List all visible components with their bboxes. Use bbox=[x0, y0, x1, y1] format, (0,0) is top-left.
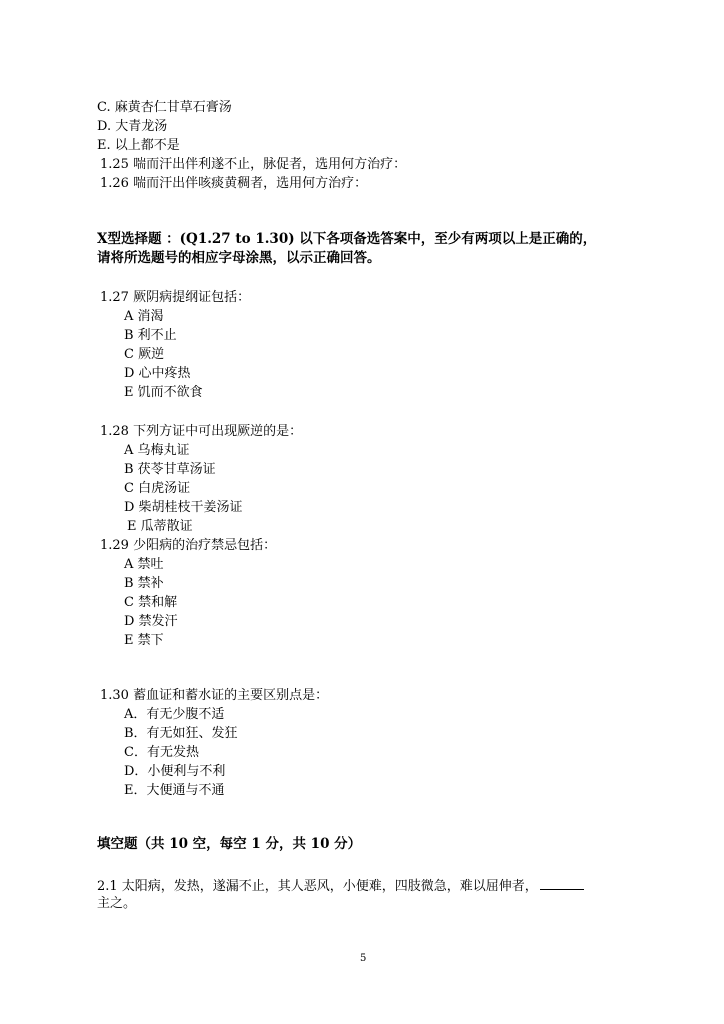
option-d: D. 大青龙汤 bbox=[97, 119, 168, 134]
q128-option-d: D 柴胡桂枝干姜汤证 bbox=[124, 500, 243, 515]
question-1-25: 1.25 喘而汗出伴利遂不止，脉促者，选用何方治疗： bbox=[100, 157, 407, 172]
option-c: C. 麻黄杏仁甘草石膏汤 bbox=[97, 100, 232, 115]
question-1-29-stem: 1.29 少阳病的治疗禁忌包括： bbox=[100, 538, 277, 553]
q129-option-e: E 禁下 bbox=[124, 633, 164, 648]
q128-option-e: E 瓜蒂散证 bbox=[127, 519, 193, 534]
page-number: 5 bbox=[360, 953, 367, 964]
question-1-27-stem: 1.27 厥阴病提纲证包括： bbox=[100, 290, 251, 305]
section-x-heading-line2: 请将所选题号的相应字母涂黑，以示正确回答。 bbox=[97, 250, 381, 266]
q128-option-a: A 乌梅丸证 bbox=[124, 443, 190, 458]
q130-option-a: A．有无少腹不适 bbox=[124, 707, 225, 722]
answer-blank[interactable] bbox=[540, 877, 584, 890]
question-2-1-line1 bbox=[97, 877, 584, 895]
q130-option-c: C．有无发热 bbox=[124, 745, 199, 760]
question-1-30-stem: 1.30 蓄血证和蓄水证的主要区别点是： bbox=[100, 688, 329, 703]
q130-option-b: B．有无如狂、发狂 bbox=[124, 726, 238, 741]
question-1-28-stem: 1.28 下列方证中可出现厥逆的是： bbox=[100, 424, 303, 439]
q127-option-e: E 饥而不欲食 bbox=[124, 385, 203, 400]
q127-option-a: A 消渴 bbox=[124, 309, 164, 324]
q127-option-c: C 厥逆 bbox=[124, 347, 165, 362]
q130-option-d: D．小便利与不利 bbox=[124, 764, 226, 779]
q127-option-b: B 利不止 bbox=[124, 328, 177, 343]
q129-option-b: B 禁补 bbox=[124, 576, 164, 591]
q129-option-a: A 禁吐 bbox=[124, 557, 164, 572]
q127-option-d: D 心中疼热 bbox=[124, 366, 191, 381]
question-1-26: 1.26 喘而汗出伴咳痰黄稠者，选用何方治疗： bbox=[100, 176, 368, 191]
q128-option-c: C 白虎汤证 bbox=[124, 481, 191, 496]
q129-option-c: C 禁和解 bbox=[124, 595, 178, 610]
q129-option-d: D 禁发汗 bbox=[124, 614, 178, 629]
section-fill-heading: 填空题（共 10 空，每空 1 分，共 10 分） bbox=[97, 836, 362, 852]
question-2-1-text: 2.1 太阳病，发热，遂漏不止，其人恶风，小便难，四肢微急，难以屈伸者， bbox=[97, 879, 538, 894]
q130-option-e: E．大便通与不通 bbox=[124, 783, 225, 798]
option-e: E. 以上都不是 bbox=[97, 138, 180, 153]
q128-option-b: B 茯苓甘草汤证 bbox=[124, 462, 216, 477]
question-2-1-line2: 主之。 bbox=[97, 896, 137, 911]
section-x-heading-line1: X型选择题 ：(Q1.27 to 1.30) 以下各项备选答案中，至少有两项以上是正确的， bbox=[97, 231, 597, 247]
